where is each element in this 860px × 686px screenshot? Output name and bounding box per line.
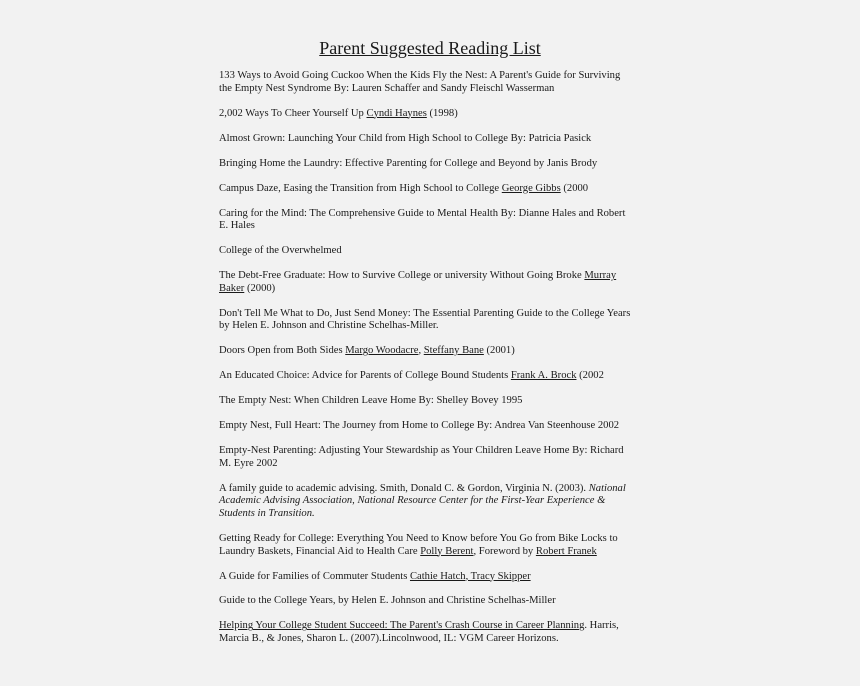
author-link[interactable]: Cyndi Haynes: [366, 107, 427, 119]
entry-text: Marcia B., & Jones, Sharon L. (2007).Lincolnwood, IL: VGM Career Horizons.: [219, 633, 559, 645]
reading-list-entry: [219, 158, 659, 171]
author-link[interactable]: Robert Franek: [535, 545, 597, 557]
entry-text: (2000: [560, 182, 589, 194]
reading-list-entry: [219, 533, 659, 558]
entry-text: Almost Grown: Launching Your Child from High School to College By: Patricia Pasick: [219, 132, 592, 144]
entry-text: 2,002 Ways To Cheer Yourself Up: [219, 107, 367, 119]
entry-text: 133 Ways to Avoid Going Cuckoo When the Kids Fly the Nest: A Parent's Guide for Surviving: [219, 70, 621, 81]
reading-list-entry: [219, 70, 659, 95]
reading-list-entry: [219, 345, 659, 358]
author-link[interactable]: Polly Berent: [420, 545, 474, 557]
author-link[interactable]: Helping Your College Student Succeed: The Parent's Crash Course in Career Planning: [219, 620, 585, 632]
reading-list-entry: [219, 395, 659, 408]
entry-text: the Empty Nest Syndrome By: Lauren Schaffer and Sandy Fleischl Wasserman: [219, 82, 555, 94]
author-link[interactable]: Cathie Hatch, Tracy Skipper: [409, 570, 531, 582]
reading-list-entry: [219, 445, 659, 470]
publisher-text: National: [588, 482, 626, 494]
publisher-text: Students in Transition.: [219, 507, 315, 519]
author-link[interactable]: Murray: [584, 270, 617, 282]
reading-list-entry: [219, 133, 659, 146]
author-link[interactable]: George Gibbs: [501, 182, 561, 194]
author-link[interactable]: Baker: [219, 282, 245, 294]
reading-list-entry: [219, 420, 659, 433]
reading-list-entry: [219, 370, 659, 383]
page-title: Parent Suggested Reading List: [319, 38, 541, 58]
entry-text: , Foreword by: [473, 545, 536, 557]
reading-list-entry: [219, 620, 659, 645]
entry-text: Guide to the College Years, by Helen E. Johnson and Christine Schelhas-Miller: [219, 595, 556, 607]
reading-list-entry: [219, 108, 659, 121]
entry-text: ,: [418, 345, 424, 357]
entry-text: (1998): [426, 107, 458, 119]
entry-text: The Empty Nest: When Children Leave Home By: Shelley Bovey 1995: [219, 395, 523, 407]
reading-list-entry: [219, 595, 659, 608]
entry-text: Campus Daze, Easing the Transition from High School to College: [219, 182, 502, 194]
entry-text: Doors Open from Both Sides: [219, 345, 346, 357]
entry-text: Laundry Baskets, Financial Aid to Health Care: [219, 545, 421, 557]
entry-text: Getting Ready for College: Everything You Need to Know before You Go from Bike Locks to: [219, 532, 618, 544]
entry-text: (2002: [576, 370, 604, 382]
author-link[interactable]: Margo Woodacre: [345, 345, 419, 357]
reading-list-entry: [219, 571, 659, 584]
entry-text: E. Hales: [219, 220, 255, 232]
reading-list-entry: [219, 270, 659, 295]
entry-text: (2000): [244, 282, 276, 294]
entry-text: An Educated Choice: Advice for Parents of College Bound Students: [219, 370, 511, 382]
author-link[interactable]: Frank A. Brock: [510, 370, 577, 382]
publisher-text: Academic Advising Association, National Resource Center for the First-Year Experience &: [219, 495, 606, 507]
entry-text: by Helen E. Johnson and Christine Schelhas-Miller.: [219, 320, 439, 332]
entry-text: A Guide for Families of Commuter Students: [219, 570, 410, 582]
reading-list-entry: [219, 245, 659, 258]
entry-text: The Debt-Free Graduate: How to Survive College or university Without Going Broke: [219, 270, 585, 282]
reading-list-entry: [219, 483, 659, 521]
entry-text: (2001): [483, 345, 515, 357]
entry-text: College of the Overwhelmed: [219, 245, 342, 257]
entry-text: . Harris,: [584, 620, 619, 632]
author-link[interactable]: Steffany Bane: [423, 345, 484, 357]
entry-text: Empty Nest, Full Heart: The Journey from Home to College By: Andrea Van Steenhouse 2002: [219, 420, 620, 432]
entry-text: M. Eyre 2002: [219, 457, 278, 469]
entry-text: A family guide to academic advising. Smith, Donald C. & Gordon, Virginia N. (2003).: [219, 482, 589, 494]
reading-list-entry: [219, 208, 659, 233]
entry-text: Bringing Home the Laundry: Effective Parenting for College and Beyond by Janis Brody: [219, 157, 598, 169]
entry-text: Don't Tell Me What to Do, Just Send Money: The Essential Parenting Guide to the College Years: [219, 307, 631, 319]
reading-list: [219, 70, 659, 658]
reading-list-entry: [219, 308, 659, 333]
entry-text: Empty-Nest Parenting: Adjusting Your Stewardship as Your Children Leave Home By: Richard: [219, 445, 624, 457]
entry-text: Caring for the Mind: The Comprehensive Guide to Mental Health By: Dianne Hales and Robert: [219, 207, 626, 219]
reading-list-entry: [219, 183, 659, 196]
